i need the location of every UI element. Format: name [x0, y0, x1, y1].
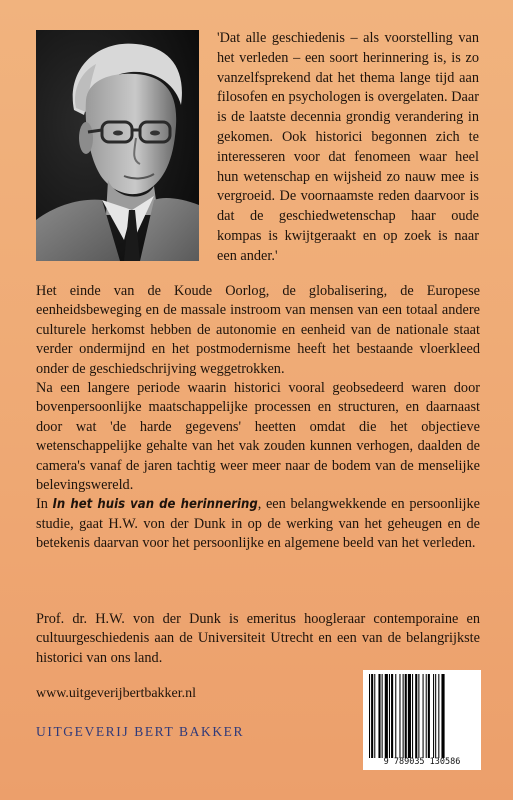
- barcode-bar: [408, 674, 411, 758]
- barcode-bar: [415, 674, 417, 758]
- barcode-bar: [382, 674, 383, 758]
- blurb-paragraph-2: Na een langere periode waarin historici vooral geobsedeerd waren door bovenpersoonlijke maatschappelijke processen en structuren, en daarnaast door wat 'de harde gegevens' heetten omdat die het objectieve wetenschappelijke gehalte van het vak zouden kunnen verhogen, daalden de camera's vanaf de jaren tachtig weer meer naar de bodem van de menselijke belevingswereld.: [36, 380, 480, 494]
- book-title: In het huis van de herinnering: [52, 497, 258, 513]
- barcode-bar: [391, 674, 393, 758]
- barcode-bar: [389, 674, 390, 758]
- blurb-paragraph-1: Het einde van de Koude Oorlog, de globalisering, de Europese eenheidsbeweging en de massale instroom van mensen van een totaal andere culturele herkomst hebben de autonomie en eenheid van de nationale staat verder ondermijnd en het postmodernisme heeft het bestaande vloerkleed onder de geschiedschrijving weggetrokken.: [36, 283, 480, 377]
- barcode-bar: [395, 674, 396, 758]
- isbn-barcode: [363, 670, 481, 770]
- barcode-bar: [418, 674, 419, 758]
- barcode-number: 9 789035 130586: [383, 757, 461, 767]
- barcode-bar: [405, 674, 407, 758]
- paragraph-3-rest: , een belangwekkende en persoonlijke studie, gaat H.W. von der Dunk in op de werking van het geheugen en de betekenis daarvan voor het persoonlijke en algemene beeld van het verleden.: [36, 496, 480, 552]
- barcode-bar: [433, 674, 434, 758]
- book-quote: 'Dat alle geschiedenis – als voorstelling van het verleden – een soort herinnering is, is zo vanzelfsprekend dat het thema lange tijd aan filosofen en psychologen is overgelaten. Daar is de laatste decennia grondig verandering in gekomen. Ook historici begonnen zich te interesseren voor dat fenomeen waar heel hun wetenschap en wijsheid zo nauw mee is vergroeid. De voornaamste reden daarvoor is dat de geschiedwetenschap haar oude kompas is kwijtgeraakt en op zoek is naar een ander.': [217, 30, 479, 264]
- barcode-bar: [438, 674, 439, 758]
- barcode-bar: [435, 674, 436, 758]
- barcode-bar: [378, 674, 380, 758]
- barcode-bar: [441, 674, 444, 758]
- barcode-bar: [426, 674, 427, 758]
- barcode-bar: [385, 674, 388, 758]
- barcode-bar: [428, 674, 430, 758]
- paragraph-3-prefix: In: [36, 496, 53, 513]
- barcode-bar: [371, 674, 373, 758]
- blurb-text: [36, 282, 480, 554]
- barcode-bar: [403, 674, 404, 758]
- publisher-website: www.uitgeverijbertbakker.nl: [36, 686, 197, 701]
- barcode-bars: [363, 674, 481, 760]
- barcode-bar: [374, 674, 375, 758]
- barcode-bar: [423, 674, 424, 758]
- author-portrait: [36, 30, 199, 261]
- barcode-bar: [412, 674, 413, 758]
- barcode-bar: [369, 674, 370, 758]
- blurb-paragraph-3: [36, 495, 480, 553]
- author-bio: Prof. dr. H.W. von der Dunk is emeritus hoogleraar contemporaine en cultuurgeschiedenis aan de Universiteit Utrecht en een van de belangrijkste historici van ons land.: [36, 611, 480, 666]
- barcode-bar: [399, 674, 400, 758]
- publisher-name: UITGEVERIJ BERT BAKKER: [36, 724, 245, 739]
